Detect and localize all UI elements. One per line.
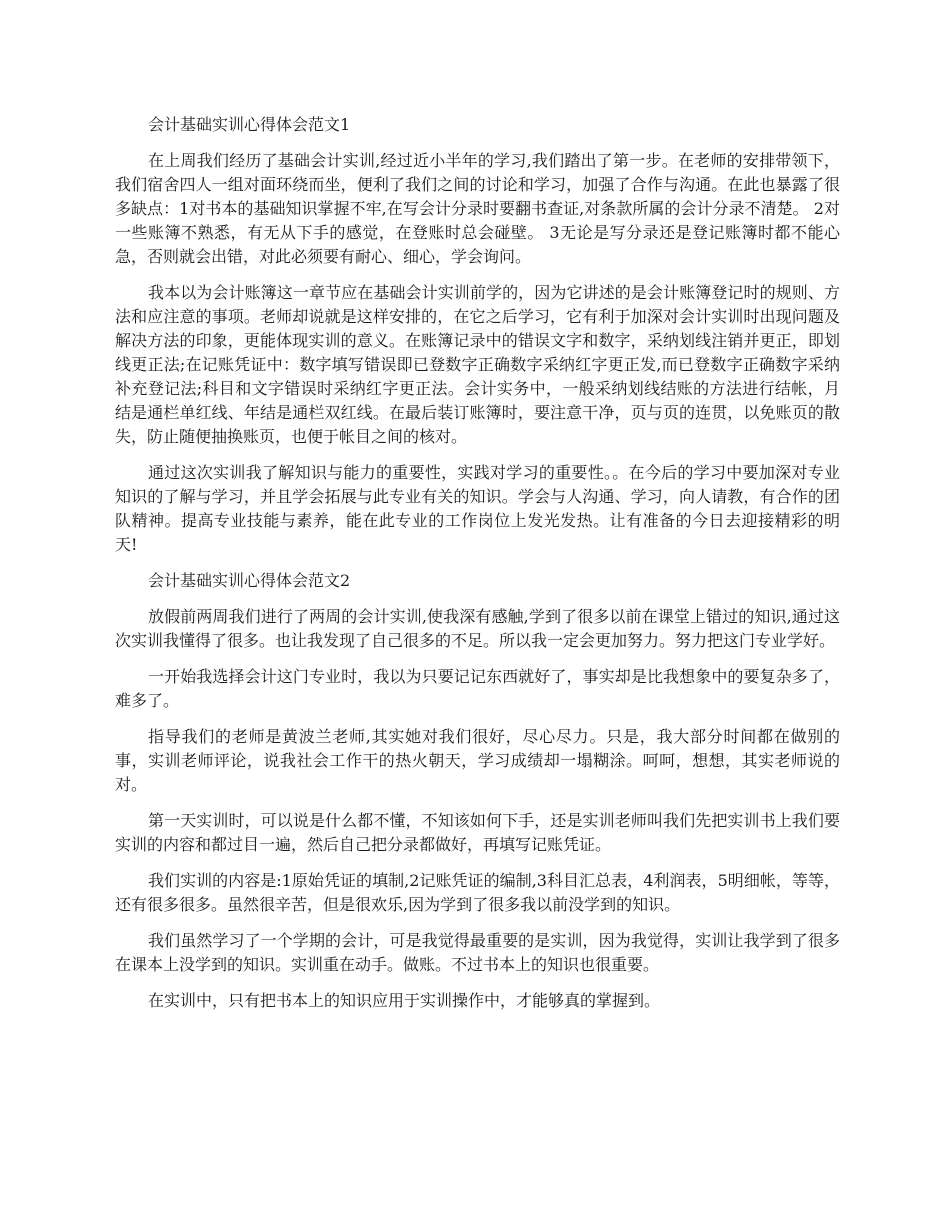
paragraph: 指导我们的老师是黄波兰老师,其实她对我们很好，尽心尽力。只是，我大部分时间都在做别的事，实训老师评论，说我社会工作干的热火朝天，学习成绩却一塌糊涂。呵呵，想想，其实老师说的对。	[115, 727, 840, 794]
paragraph: 通过这次实训我了解知识与能力的重要性，实践对学习的重要性。。在今后的学习中要加深对专业知识的了解与学习，并且学会拓展与此专业有关的知识。学会与人沟通、学习，向人请教，有合作的团队精神。提高专业技能与素养，能在此专业的工作岗位上发光发热。让有准备的今日去迎接精彩的明天!	[115, 463, 840, 554]
section-title-2: 会计基础实训心得体会范文2	[148, 571, 351, 590]
paragraph: 在实训中，只有把书本上的知识应用于实训操作中，才能够真的掌握到。	[148, 991, 661, 1010]
paragraph: 第一天实训时，可以说是什么都不懂，不知该如何下手，还是实训老师叫我们先把实训书上我们要实训的内容和都过目一遍，然后自己把分录都做好，再填写记账凭证。	[115, 811, 840, 854]
paragraph: 我本以为会计账簿这一章节应在基础会计实训前学的，因为它讲述的是会计账簿登记时的规则、方法和应注意的事项。老师却说就是这样安排的，在它之后学习，它有利于加深对会计实训时出现问题及解决方法的印象，更能体现实训的意义。在账簿记录中的错误文字和数字，采纳划线注销并更正，即划线更正法;在记账凭证中：数字填写错误即已登数字正确数字采纳红字更正发,而已登数字正确数字采纳补充登记法;科目和文字错误时采纳红字更正法。会计实务中，一般采纳划线结账的方法进行结帐，月结是通栏单红线、年结是通栏双红线。在最后装订账簿时，要注意干净，页与页的连贯，以免账页的散失，防止随便抽换账页，也便于帐目之间的核对。	[115, 283, 840, 446]
paragraph: 放假前两周我们进行了两周的会计实训,使我深有感触,学到了很多以前在课堂上错过的知识,通过这次实训我懂得了很多。也让我发现了自己很多的不足。所以我一定会更加努力。努力把这门专业学好。	[115, 607, 840, 650]
paragraph: 一开始我选择会计这门专业时，我以为只要记记东西就好了，事实却是比我想象中的要复杂多了，难多了。	[115, 667, 840, 710]
paragraph: 我们虽然学习了一个学期的会计，可是我觉得最重要的是实训，因为我觉得，实训让我学到了很多在课本上没学到的知识。实训重在动手。做账。不过书本上的知识也很重要。	[115, 931, 840, 974]
paragraph: 在上周我们经历了基础会计实训,经过近小半年的学习,我们踏出了第一步。在老师的安排带领下，我们宿舍四人一组对面环绕而坐，便利了我们之间的讨论和学习，加强了合作与沟通。在此也暴露了很多缺点：1对书本的基础知识掌握不牢,在写会计分录时要翻书查证,对条款所属的会计分录不清楚。 2对一些账簿不熟悉，有无从下手的感觉，在登账时总会碰壁。 3无论是写分录还是登记账簿时都不能心急，否则就会出错，对此必须要有耐心、细心，学会询问。	[115, 151, 840, 266]
section-title-1: 会计基础实训心得体会范文1	[148, 115, 351, 134]
document-page	[115, 113, 840, 1025]
paragraph: 我们实训的内容是:1原始凭证的填制,2记账凭证的编制,3科目汇总表，4利润表，5明细帐，等等，还有很多很多。虽然很辛苦，但是很欢乐,因为学到了很多我以前没学到的知识。	[115, 871, 840, 914]
